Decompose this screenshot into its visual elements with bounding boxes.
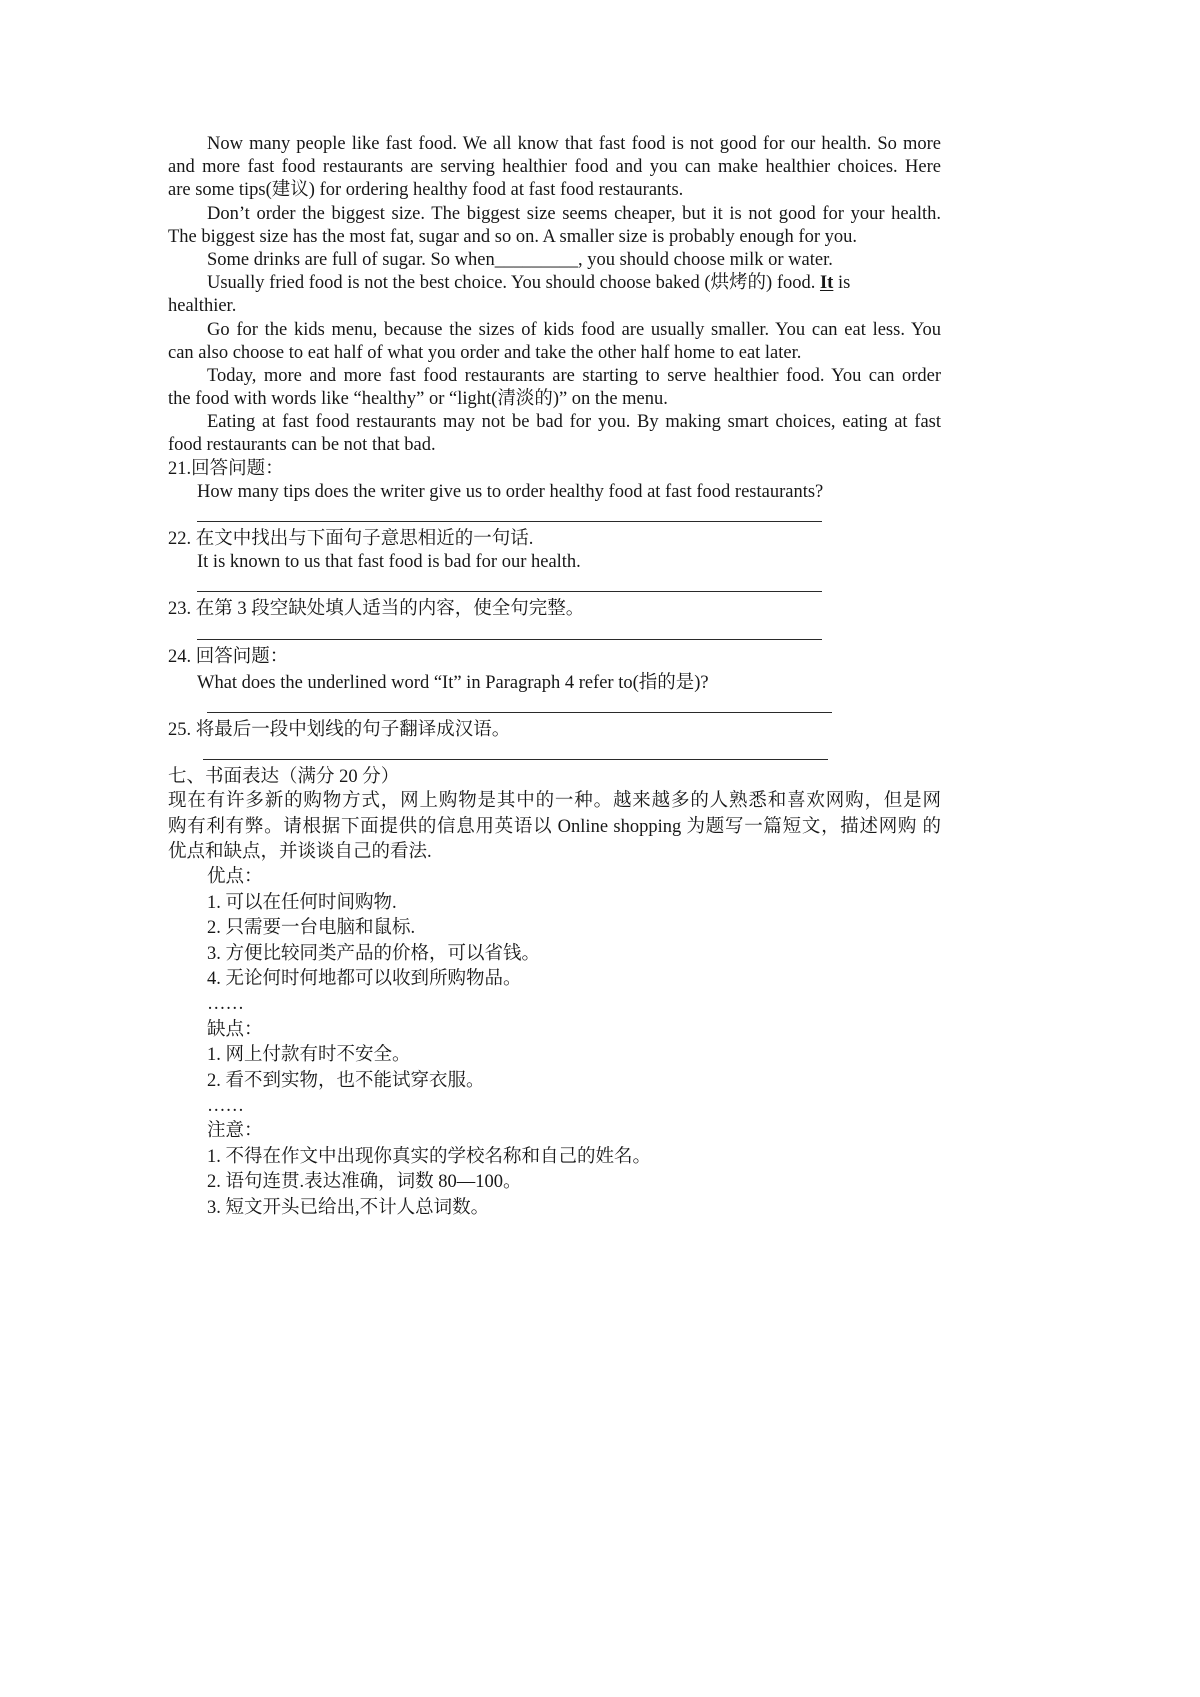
advantage-item: 4. 无论何时何地都可以收到所购物品。 bbox=[207, 969, 522, 990]
passage-line: healthier. bbox=[168, 296, 237, 317]
note-item: 1. 不得在作文中出现你真实的学校名称和自己的姓名。 bbox=[207, 1146, 652, 1167]
passage-line: are some tips(建议) for ordering healthy food at fast food restaurants. bbox=[168, 180, 684, 201]
question-25 bbox=[168, 719, 941, 766]
advantage-item: 3. 方便比较同类产品的价格，可以省钱。 bbox=[207, 943, 541, 964]
passage-line: Now many people like fast food. We all know that fast food is not good for our health. So more bbox=[207, 134, 941, 154]
question-23 bbox=[168, 598, 941, 645]
advantage-item: 1. 可以在任何时间购物. bbox=[207, 892, 397, 913]
passage-line: food restaurants can be not that bad. bbox=[168, 435, 436, 456]
question-subprompt: What does the underlined word “It” in Paragraph 4 refer to(指的是)? bbox=[197, 672, 709, 693]
ellipsis: …… bbox=[207, 1096, 244, 1116]
answer-line bbox=[203, 759, 828, 760]
writing-prompt-line: 购有利有弊。请根据下面提供的信息用英语以 Online shopping 为题写一篇短文，描述网购 的 bbox=[168, 816, 941, 837]
notes-list bbox=[168, 1119, 941, 1221]
notes-label: 注意： bbox=[207, 1121, 263, 1142]
passage-line: Today, more and more fast food restaurants are starting to serve healthier food. You can order bbox=[207, 365, 941, 386]
passage-paragraph bbox=[168, 272, 941, 318]
answer-area bbox=[168, 504, 941, 528]
page-content bbox=[168, 133, 941, 1221]
answer-area bbox=[168, 695, 941, 719]
writing-section bbox=[168, 766, 941, 1221]
passage-paragraph bbox=[168, 203, 941, 249]
passage-paragraph bbox=[168, 249, 941, 272]
ellipsis: …… bbox=[207, 994, 244, 1015]
questions-section bbox=[168, 458, 941, 767]
answer-area bbox=[168, 622, 941, 646]
passage-line: and more fast food restaurants are serving healthier food and you can make healthier choices. Here bbox=[168, 157, 941, 178]
writing-heading: 七、书面表达（满分 20 分） bbox=[168, 767, 400, 788]
passage-line: Some drinks are full of sugar. So when_________, you should choose milk or water. bbox=[207, 249, 833, 270]
passage-line: Eating at fast food restaurants may not be bad for you. By making smart choices, eating at fast bbox=[207, 412, 941, 433]
note-item: 3. 短文开头已给出,不计人总词数。 bbox=[207, 1197, 490, 1218]
passage-paragraph bbox=[168, 365, 941, 411]
passage-line bbox=[168, 272, 941, 295]
answer-line bbox=[197, 591, 822, 592]
note-item: 2. 语句连贯.表达准确，词数 80—100。 bbox=[207, 1172, 522, 1193]
reading-passage bbox=[168, 133, 941, 458]
answer-area bbox=[168, 742, 941, 766]
question-subprompt: It is known to us that fast food is bad for our health. bbox=[197, 552, 581, 573]
underlined-word-it: It bbox=[819, 273, 834, 294]
passage-line: can also choose to eat half of what you order and take the other half home to eat later. bbox=[168, 342, 802, 363]
disadvantage-item: 1. 网上付款有时不安全。 bbox=[207, 1045, 411, 1066]
question-24 bbox=[168, 646, 941, 719]
answer-line bbox=[197, 521, 822, 522]
advantages-label: 优点： bbox=[207, 867, 263, 888]
answer-area bbox=[168, 574, 941, 598]
disadvantages-label: 缺点： bbox=[207, 1019, 263, 1040]
disadvantages-list bbox=[168, 1018, 941, 1120]
passage-text: is bbox=[833, 273, 851, 294]
question-prompt: 25. 将最后一段中划线的句子翻译成汉语。 bbox=[168, 719, 511, 740]
answer-line bbox=[207, 712, 832, 713]
passage-line: Don’t order the biggest size. The biggest size seems cheaper, but it is not good for your health. bbox=[207, 203, 941, 224]
writing-prompt-line: 现在有许多新的购物方式，网上购物是其中的一种。越来越多的人熟悉和喜欢网购，但是网 bbox=[168, 791, 941, 812]
advantage-item: 2. 只需要一台电脑和鼠标. bbox=[207, 918, 416, 939]
disadvantage-item: 2. 看不到实物，也不能试穿衣服。 bbox=[207, 1070, 485, 1091]
question-21 bbox=[168, 458, 941, 528]
passage-line: The biggest size has the most fat, sugar and so on. A smaller size is probably enough for you. bbox=[168, 226, 857, 247]
question-prompt: 23. 在第 3 段空缺处填人适当的内容，使全句完整。 bbox=[168, 599, 585, 620]
passage-paragraph bbox=[168, 133, 941, 203]
question-prompt: 22. 在文中找出与下面句子意思相近的一句话. bbox=[168, 529, 534, 549]
question-prompt: 24. 回答问题： bbox=[168, 646, 289, 667]
passage-text: Usually fried food is not the best choice. You should choose baked (烘烤的) food. bbox=[207, 273, 820, 294]
answer-line bbox=[197, 639, 822, 640]
passage-line: the food with words like “healthy” or “light(清淡的)” on the menu. bbox=[168, 389, 668, 410]
passage-paragraph bbox=[168, 411, 941, 457]
passage-line: Go for the kids menu, because the sizes of kids food are usually smaller. You can eat less. You bbox=[207, 319, 941, 340]
question-22 bbox=[168, 528, 941, 598]
writing-prompt-line: 优点和缺点，并谈谈自己的看法. bbox=[168, 842, 432, 863]
advantages-list bbox=[168, 865, 941, 1017]
question-prompt: 21.回答问题： bbox=[168, 458, 284, 479]
passage-paragraph bbox=[168, 319, 941, 365]
question-subprompt: How many tips does the writer give us to order healthy food at fast food restaurants? bbox=[197, 481, 824, 502]
